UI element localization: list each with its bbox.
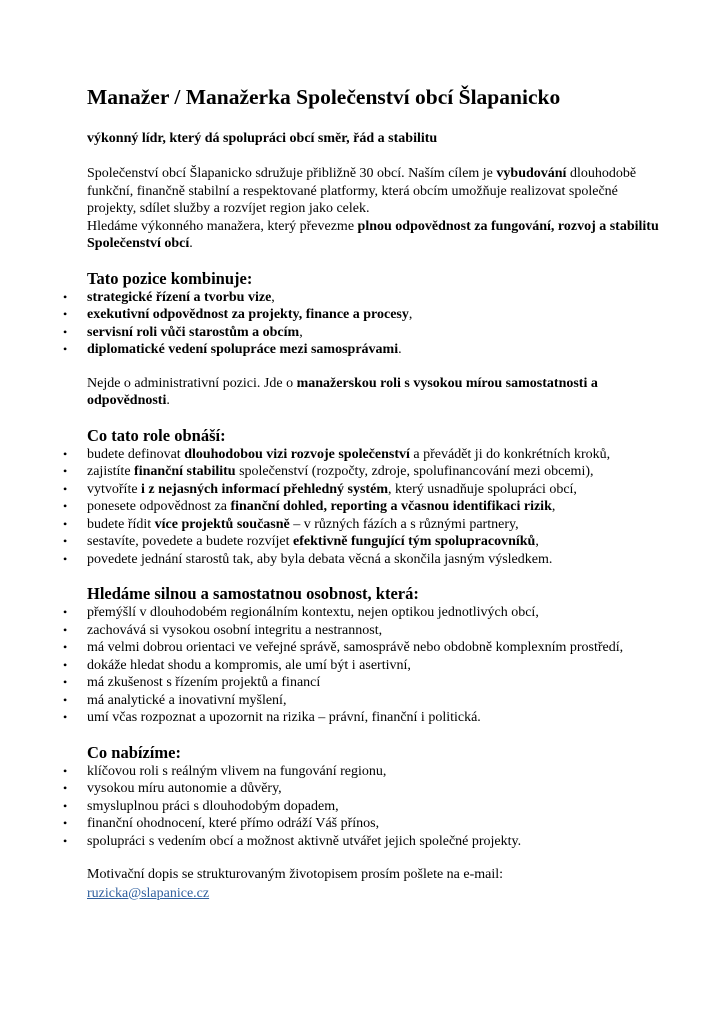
list-item: • přemýšlí v dlouhodobém regionálním kontextu, nejen optikou jednotlivých obcí, [63, 605, 539, 620]
list-item: • dokáže hledat shodu a kompromis, ale umí být i asertivní, [63, 657, 411, 673]
list-item: • povedete jednání starostů tak, aby byla debata věcná a skončila jasným výsledkem. [63, 551, 553, 567]
list-item: • vytvoříte i z nejasných informací přehledný systém, který usnadňuje spolupráci obcí, [63, 481, 577, 497]
list-item: • sestavíte, povedete a budete rozvíjet efektivně fungující tým spolupracovníků, [63, 534, 539, 549]
list-item: • budete řídit více projektů současně – v různých fázích a s různými partnery, [63, 516, 519, 532]
bullet-icon: • [63, 342, 68, 356]
bullet-icon: • [63, 464, 68, 478]
list-item: • zachovává si vysokou osobní integritu a nestrannost, [63, 622, 383, 638]
bullet-icon: • [63, 675, 68, 689]
bullet-icon: • [63, 657, 68, 672]
intro-paragraph-2: Hledáme výkonného manažera, který převezme plnou odpovědnost za fungování, rozvoj a stabilitu Společenství obcí. [87, 218, 659, 251]
combines-section [63, 268, 664, 359]
combines-heading: Tato pozice kombinuje: [87, 268, 253, 288]
intro-paragraph-1: Společenství obcí Šlapanicko sdružuje přibližně 30 obcí. Naším cílem je vybudování dlouhodobě funkční, finančně stabilní a respektované platformy, která obcím umožňuje realizovat společné projekty, sdílet služby a rozvíjet region jako celek. [87, 166, 637, 216]
bullet-icon: • [63, 551, 68, 566]
bullet-icon: • [63, 816, 68, 830]
offer-heading: Co nabízíme: [87, 742, 181, 762]
email-link[interactable]: ruzicka@slapanice.cz [87, 885, 210, 901]
bullet-icon: • [63, 622, 68, 637]
bullet-icon: • [63, 446, 68, 461]
list-item: • má analytické a inovativní myšlení, [63, 692, 287, 708]
list-item: • diplomatické vedení spolupráce mezi samosprávami. [63, 342, 402, 357]
role-note: Nejde o administrativní pozici. Jde o manažerskou roli s vysokou mírou samostatnosti a odpovědnosti. [87, 375, 598, 408]
list-item: • má zkušenost s řízením projektů a financí [63, 675, 321, 690]
list-item: • strategické řízení a tvorbu vize, [63, 289, 275, 305]
contact-text: Motivační dopis se strukturovaným životopisem prosím pošlete na e-mail: [87, 867, 504, 882]
person-section [63, 584, 664, 727]
bullet-icon: • [63, 710, 68, 724]
list-item: • servisní roli vůči starostům a obcím, [63, 324, 303, 340]
list-item: • budete definovat dlouhodobou vizi rozvoje společenství a převádět ji do konkrétních kroků, [63, 446, 611, 462]
offer-section [63, 742, 664, 851]
list-item: • exekutivní odpovědnost za projekty, finance a procesy, [63, 307, 413, 322]
role-section [63, 425, 664, 569]
role-list [63, 446, 664, 569]
list-item: • umí včas rozpoznat a upozornit na rizika – právní, finanční i politická. [63, 710, 481, 725]
list-item: • smysluplnou práci s dlouhodobým dopadem, [63, 798, 339, 814]
intro-emphasis-1: vybudování [496, 166, 567, 181]
bullet-icon: • [63, 289, 68, 304]
bullet-icon: • [63, 781, 68, 795]
bullet-icon: • [63, 307, 68, 321]
role-heading: Co tato role obnáší: [87, 425, 226, 445]
bullet-icon: • [63, 798, 68, 813]
bullet-icon: • [63, 692, 68, 707]
person-list [63, 604, 664, 727]
list-item: • spolupráci s vedením obcí a možnost aktivně utvářet jejich společné projekty. [63, 833, 522, 849]
bullet-icon: • [63, 833, 68, 848]
intro-section [87, 165, 664, 253]
page-title: Manažer / Manažerka Společenství obcí Šlapanicko [87, 85, 561, 109]
bullet-icon: • [63, 763, 68, 778]
list-item: • zajistíte finanční stabilitu společenství (rozpočty, zdroje, spolufinancování mezi obcemi), [63, 464, 594, 479]
intro-emphasis-2: plnou odpovědnost za fungování, rozvoj a stabilitu Společenství obcí [87, 218, 659, 251]
person-heading: Hledáme silnou a samostatnou osobnost, která: [87, 584, 419, 603]
subtitle: výkonný lídr, který dá spolupráci obcí směr, řád a stabilitu [87, 131, 438, 146]
list-item: • klíčovou roli s reálným vlivem na fungování regionu, [63, 763, 387, 779]
list-item: • ponesete odpovědnost za finanční dohled, reporting a včasnou identifikaci rizik, [63, 499, 556, 514]
bullet-icon: • [63, 516, 68, 531]
list-item: • má velmi dobrou orientaci ve veřejné správě, samosprávě nebo obdobně komplexním prostředí, [63, 640, 624, 655]
bullet-icon: • [63, 605, 68, 619]
bullet-icon: • [63, 324, 68, 339]
bullet-icon: • [63, 640, 68, 654]
offer-list [63, 763, 664, 851]
list-item: • vysokou míru autonomie a důvěry, [63, 781, 282, 796]
bullet-icon: • [63, 534, 68, 548]
bullet-icon: • [63, 499, 68, 513]
list-item: • finanční ohodnocení, které přímo odráží Váš přínos, [63, 816, 380, 831]
combines-list [63, 289, 664, 359]
bullet-icon: • [63, 481, 68, 496]
contact-section [87, 866, 664, 902]
